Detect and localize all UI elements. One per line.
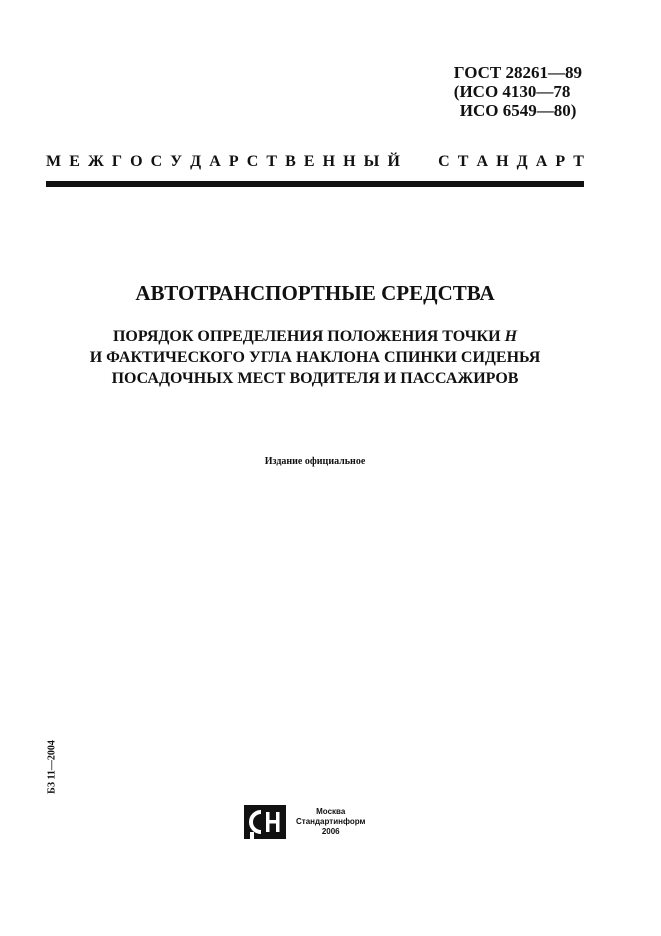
subtitle-line-1 [0,326,630,347]
publisher-city: Москва [316,807,346,816]
interstate-letter: С [150,153,163,170]
interstate-letter: Н [496,153,509,170]
interstate-letter: Е [303,153,315,170]
subtitle-point-letter: H [504,328,518,345]
publisher-name: Стандартинформ [296,817,366,826]
iso-reference-1: (ИСО 4130—78 [453,82,571,101]
publication-year: 2006 [321,827,340,836]
interstate-letter: Р [228,153,239,170]
interstate-letter: Т [573,153,584,170]
interstate-letter: Д [516,153,528,170]
document-title: АВТОТРАНСПОРТНЫЕ СРЕДСТВА [135,281,495,305]
interstate-letter: У [170,153,183,170]
interstate-letter: Д [190,153,202,170]
interstate-letter: М [46,153,62,170]
interstate-letter: А [535,153,548,170]
interstate-letter: Н [343,153,356,170]
interstate-letter: Е [69,153,80,170]
interstate-letter: Н [322,153,336,170]
interstate-letter: Й [387,153,400,170]
interstate-letter: В [285,153,296,170]
interstate-standard-label [46,152,584,172]
publisher-imprint [244,805,365,839]
interstate-letter: Т [457,153,469,170]
header-rule [46,181,584,187]
side-code-text: БЗ 11—2004 [46,740,58,794]
interstate-letter: А [209,153,221,170]
interstate-letter: Ы [363,153,380,170]
subtitle-line-2: И ФАКТИЧЕСКОГО УГЛА НАКЛОНА СПИНКИ СИДЕНЬЯ [89,349,541,366]
edition-note: Издание официальное [264,456,366,467]
standard-designation [454,63,582,120]
word-gap [408,152,430,172]
interstate-letter: Р [555,153,566,170]
interstate-letter: Ж [87,153,104,170]
interstate-letter: С [438,153,450,170]
interstate-letter: Т [266,153,278,170]
standartinform-logo-icon [244,805,286,839]
iso-reference-2: ИСО 6549—80) [459,101,577,120]
standard-number: ГОСТ 28261—89 [453,63,582,82]
interstate-letter: С [246,153,259,170]
interstate-letter: Г [111,153,123,170]
imprint-text [296,807,365,837]
subtitle-line-3: ПОСАДОЧНЫХ МЕСТ ВОДИТЕЛЯ И ПАССАЖИРОВ [111,370,519,387]
side-code [40,735,64,799]
interstate-letter: О [130,153,143,170]
document-subtitle [0,326,630,389]
interstate-letter: А [476,153,489,170]
subtitle-line-1-text: ПОРЯДОК ОПРЕДЕЛЕНИЯ ПОЛОЖЕНИЯ ТОЧКИ [112,328,505,345]
